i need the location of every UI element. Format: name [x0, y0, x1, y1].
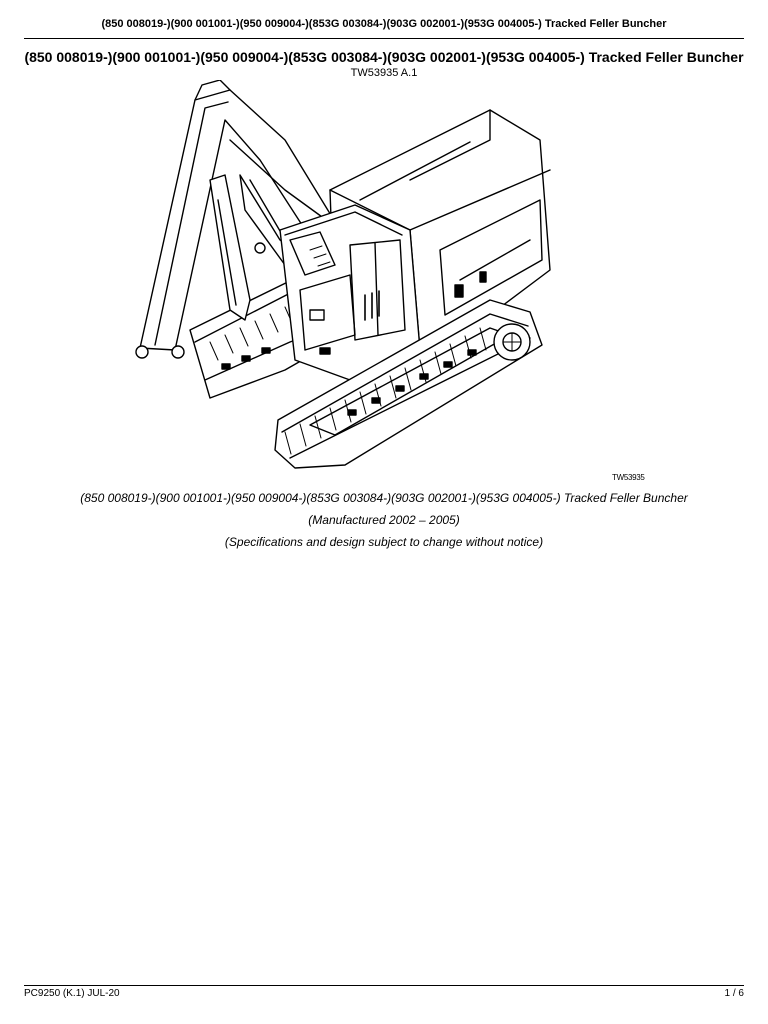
- document-code: PC9250 (K.1) JUL-20: [24, 988, 120, 999]
- page-number: 1 / 6: [724, 988, 744, 999]
- caption-manufactured: (Manufactured 2002 – 2005): [308, 513, 460, 527]
- feller-buncher-illustration: [110, 80, 670, 480]
- figure-id: TW53935 A.1: [350, 67, 418, 79]
- header-divider: [24, 38, 744, 39]
- caption-model-list: (850 008019-)(900 001001-)(950 009004-)(853G 003084-)(903G 002001-)(953G 004005-) Tracked Feller Buncher: [80, 491, 688, 505]
- caption-disclaimer: (Specifications and design subject to change without notice): [224, 535, 544, 549]
- footer-divider: [24, 985, 744, 986]
- figure-tag: TW53935: [612, 473, 645, 482]
- running-header-title: (850 008019-)(900 001001-)(950 009004-)(853G 003084-)(903G 002001-)(953G 004005-) Tracked Feller Buncher: [101, 18, 667, 30]
- page-title: (850 008019-)(900 001001-)(950 009004-)(853G 003084-)(903G 002001-)(953G 004005-) Tracked Feller Buncher: [24, 49, 744, 65]
